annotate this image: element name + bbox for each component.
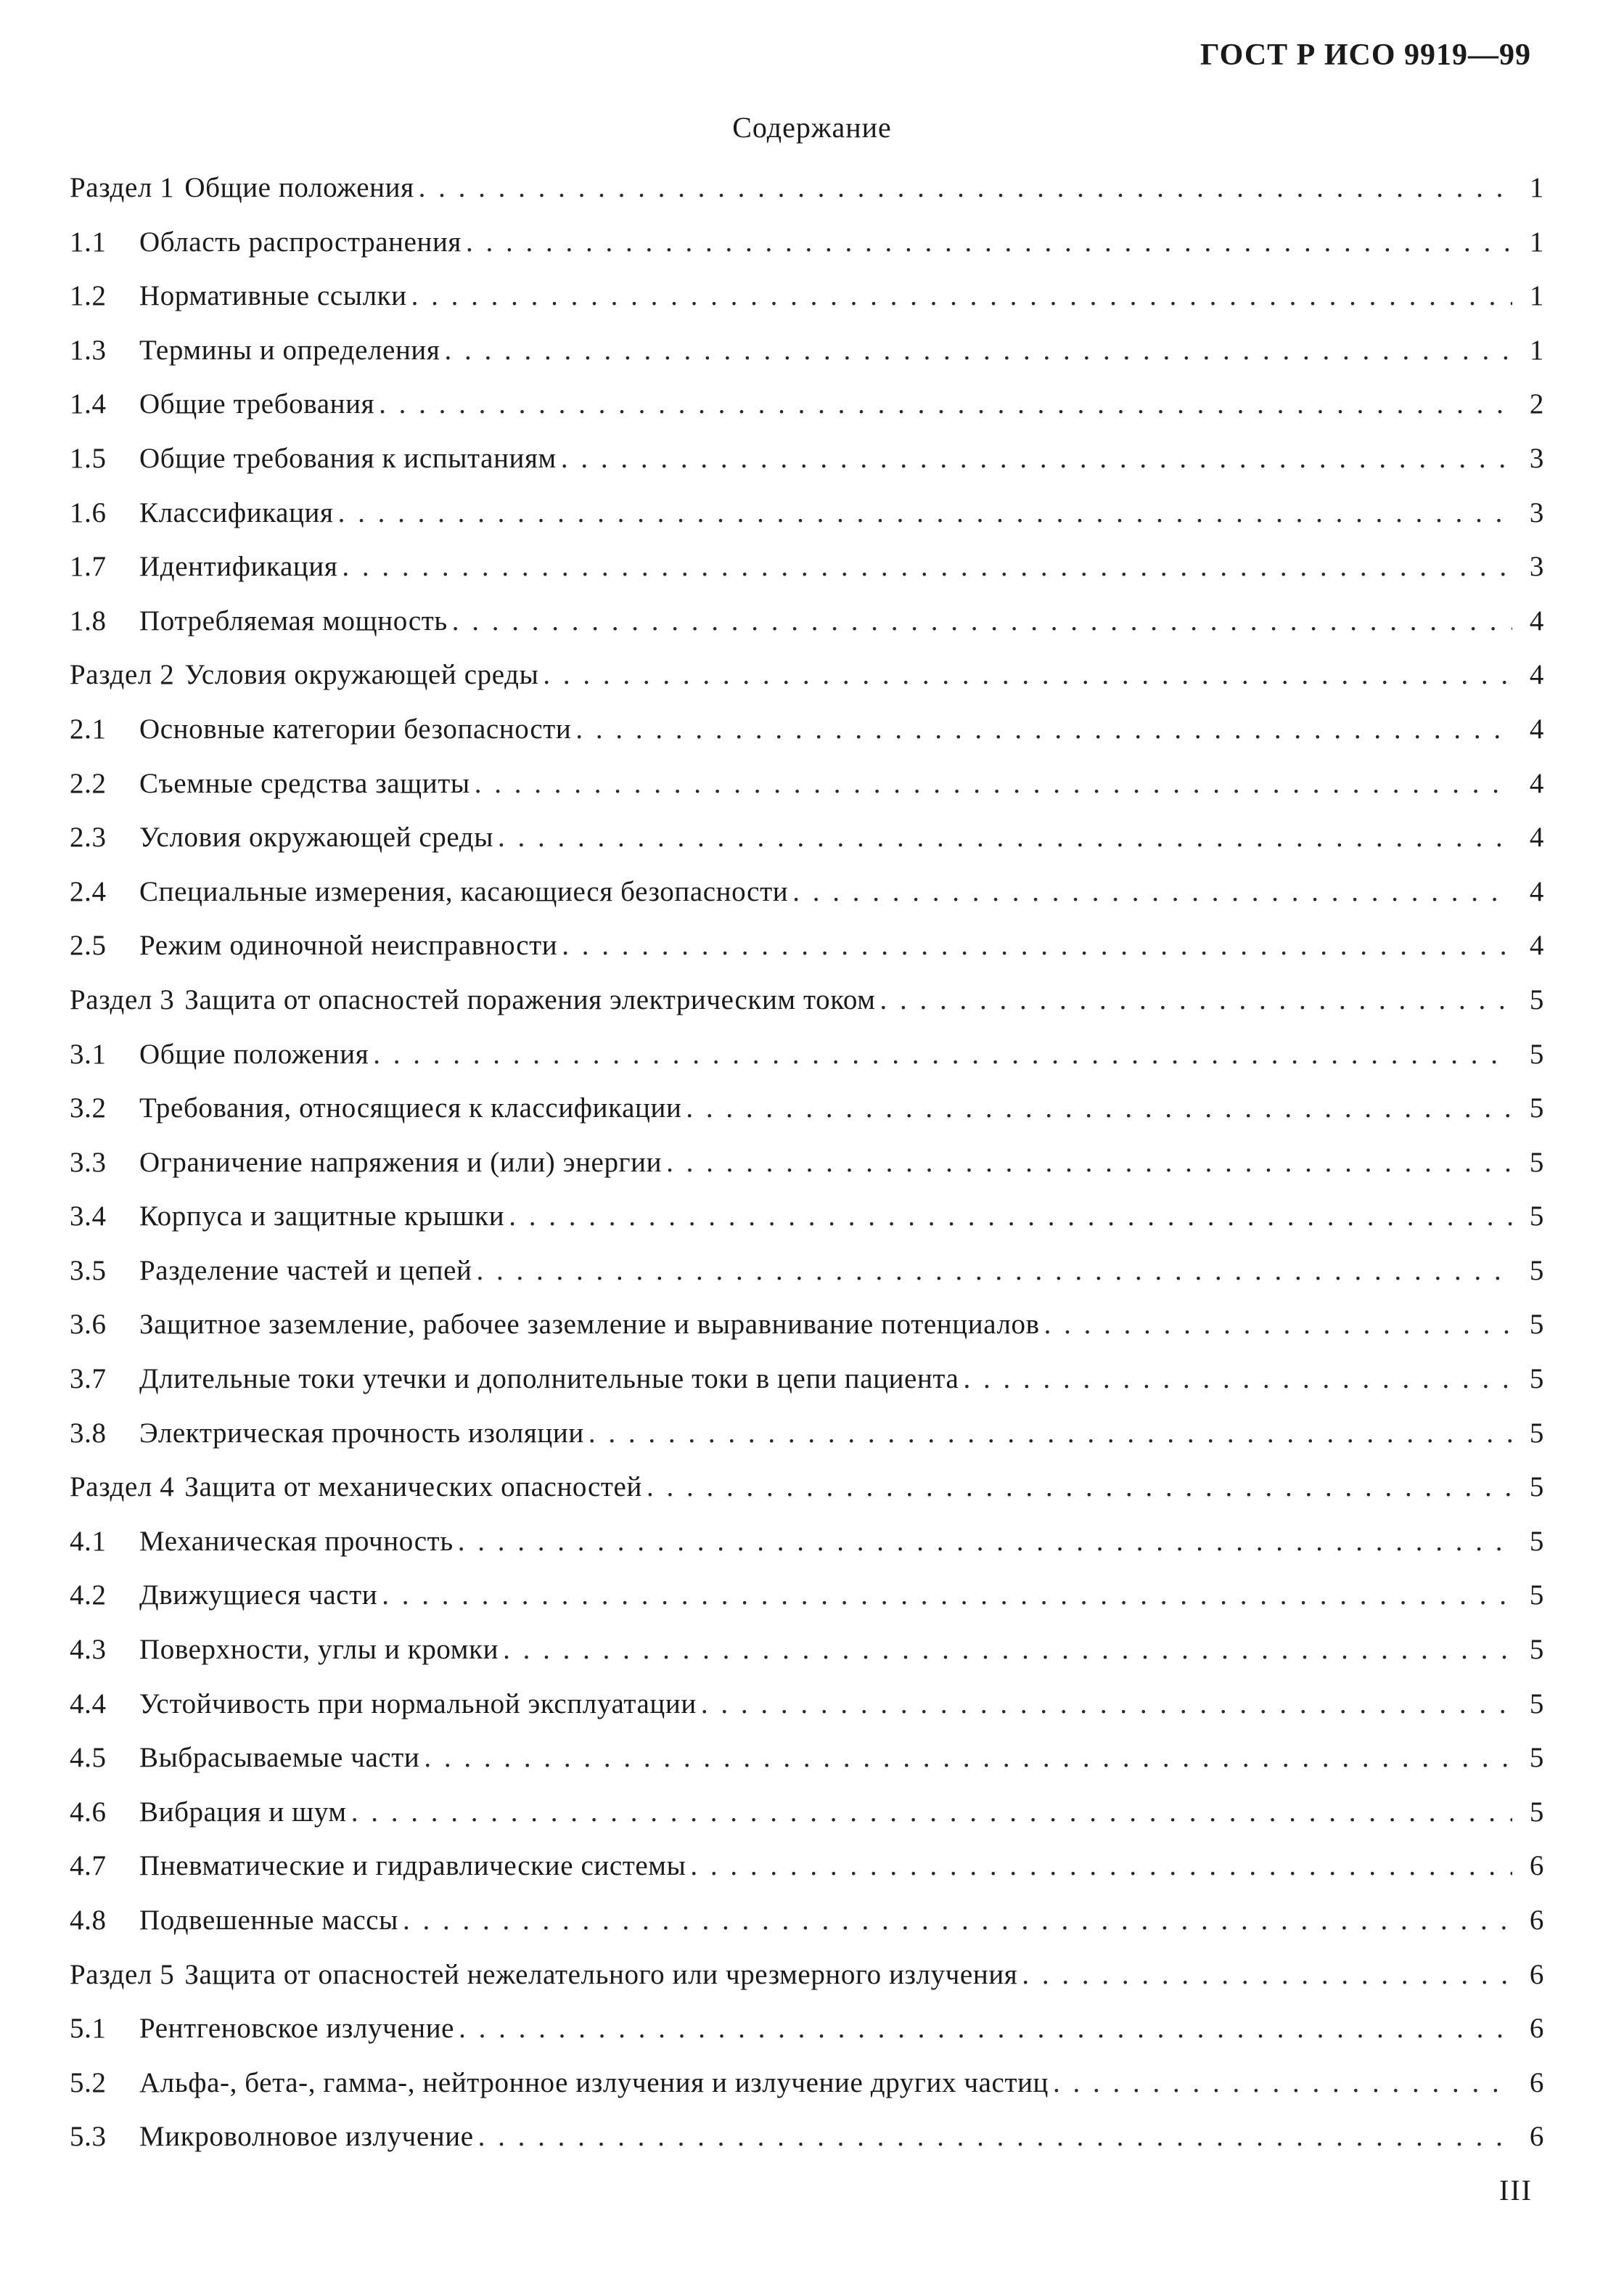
dot-leader	[424, 1741, 1512, 1774]
toc-entry	[70, 1092, 1544, 1146]
entry-page-number: 1	[1529, 172, 1544, 203]
toc-entry	[70, 226, 1544, 280]
toc-section-entry	[70, 983, 1544, 1038]
entry-page-number: 5	[1529, 1742, 1544, 1774]
entry-title: Корпуса и защитные крышки	[139, 1201, 505, 1232]
dot-leader	[452, 605, 1512, 637]
toc-entry	[70, 388, 1544, 442]
entry-page-number: 5	[1529, 1201, 1544, 1232]
entry-number: 5.1	[70, 2013, 107, 2045]
entry-number: 1.4	[70, 388, 107, 420]
entry-title: Вибрация и шум	[139, 1796, 347, 1828]
toc-entry	[70, 1688, 1544, 1742]
dot-leader	[509, 1200, 1512, 1232]
entry-title: Защита от механических опасностей	[184, 1471, 642, 1503]
entry-page-number: 5	[1529, 1309, 1544, 1341]
entry-page-number: 6	[1529, 2066, 1544, 2098]
entry-number: 4.7	[70, 1850, 107, 1882]
toc-entry	[70, 1308, 1544, 1362]
entry-page-number: 6	[1529, 2121, 1544, 2153]
toc-section-entry	[70, 658, 1544, 713]
entry-page-number: 5	[1529, 1471, 1544, 1503]
dot-leader	[478, 2120, 1512, 2153]
entry-title: Область распространения	[139, 226, 462, 258]
toc-entry	[70, 605, 1544, 659]
dot-leader	[1044, 1308, 1512, 1341]
entry-page-number: 5	[1529, 1092, 1544, 1124]
entry-title: Защита от опасностей нежелательного или чрезмерного излучения	[184, 1958, 1018, 1990]
dot-leader	[477, 1254, 1513, 1287]
entry-number: 2.1	[70, 713, 107, 745]
toc-section-entry	[70, 1958, 1544, 2013]
entry-number: Раздел 5	[70, 1958, 175, 1990]
entry-number: 1.3	[70, 334, 107, 366]
dot-leader	[411, 279, 1512, 312]
entry-number: 4.8	[70, 1905, 107, 1936]
dot-leader	[561, 442, 1512, 475]
toc-entry	[70, 713, 1544, 767]
toc-entry	[70, 1200, 1544, 1254]
dot-leader	[403, 1904, 1512, 1936]
entry-title: Общие положения	[184, 172, 414, 203]
entry-title: Защита от опасностей поражения электрическим током	[184, 983, 876, 1015]
entry-page-number: 5	[1529, 1634, 1544, 1666]
toc-entry	[70, 875, 1544, 930]
entry-number: 1.2	[70, 280, 107, 312]
entry-page-number: 5	[1529, 983, 1544, 1015]
entry-page-number: 4	[1529, 767, 1544, 799]
entry-title: Микроволновое излучение	[139, 2121, 474, 2153]
dot-leader	[498, 821, 1512, 854]
entry-title: Нормативные ссылки	[139, 280, 407, 312]
entry-number: 2.5	[70, 930, 107, 962]
dot-leader	[466, 226, 1512, 258]
toc-entry	[70, 1633, 1544, 1688]
toc-entry	[70, 1904, 1544, 1958]
dot-leader	[589, 1417, 1512, 1449]
entry-number: 4.2	[70, 1579, 107, 1611]
toc-section-entry	[70, 171, 1544, 226]
dot-leader	[686, 1092, 1512, 1124]
dot-leader	[379, 388, 1512, 420]
entry-title: Специальные измерения, касающиеся безопасности	[139, 875, 789, 907]
dot-leader	[543, 658, 1512, 691]
dot-leader	[342, 550, 1512, 583]
entry-title: Условия окружающей среды	[184, 659, 539, 691]
entry-title: Выбрасываемые части	[139, 1742, 420, 1774]
dot-leader	[690, 1849, 1512, 1882]
entry-number: Раздел 3	[70, 983, 175, 1015]
dot-leader	[1022, 1958, 1512, 1991]
entry-page-number: 1	[1529, 280, 1544, 312]
dot-leader	[879, 983, 1512, 1016]
entry-page-number: 6	[1529, 1905, 1544, 1936]
entry-number: 3.4	[70, 1201, 107, 1232]
dot-leader	[444, 334, 1512, 367]
dot-leader	[1053, 2066, 1512, 2099]
dot-leader	[701, 1688, 1512, 1720]
entry-title: Общие положения	[139, 1038, 369, 1070]
entry-page-number: 6	[1529, 1958, 1544, 1990]
entry-number: 3.3	[70, 1146, 107, 1178]
entry-title: Движущиеся части	[139, 1579, 378, 1611]
toc-entry	[70, 1849, 1544, 1904]
toc-entry	[70, 1796, 1544, 1850]
entry-number: 4.6	[70, 1796, 107, 1828]
entry-page-number: 5	[1529, 1688, 1544, 1719]
entry-title: Поверхности, углы и кромки	[139, 1634, 499, 1666]
entry-number: 5.3	[70, 2121, 107, 2153]
entry-number: 3.8	[70, 1417, 107, 1449]
entry-number: 3.2	[70, 1092, 107, 1124]
entry-number: 4.3	[70, 1634, 107, 1666]
dot-leader	[459, 2012, 1512, 2045]
toc-entry	[70, 1038, 1544, 1092]
entry-title: Рентгеновское излучение	[139, 2013, 455, 2045]
toc-entry	[70, 2120, 1544, 2175]
dot-leader	[382, 1579, 1512, 1611]
toc-entry	[70, 767, 1544, 822]
entry-title: Устойчивость при нормальной эксплуатации	[139, 1688, 697, 1719]
entry-title: Альфа-, бета-, гамма-, нейтронное излучения и излучение других частиц	[139, 2066, 1049, 2098]
entry-number: Раздел 2	[70, 659, 175, 691]
entry-number: Раздел 4	[70, 1471, 175, 1503]
dot-leader	[792, 875, 1512, 908]
entry-page-number: 5	[1529, 1796, 1544, 1828]
dot-leader	[647, 1471, 1512, 1503]
dot-leader	[338, 496, 1512, 529]
dot-leader	[373, 1038, 1512, 1071]
entry-number: 4.4	[70, 1688, 107, 1719]
dot-leader	[963, 1362, 1512, 1395]
toc-entry	[70, 1362, 1544, 1417]
toc-entry	[70, 1146, 1544, 1201]
document-code: ГОСТ Р ИСО 9919—99	[1199, 38, 1531, 72]
toc-entry	[70, 334, 1544, 388]
entry-number: 4.1	[70, 1525, 107, 1557]
entry-number: 5.2	[70, 2066, 107, 2098]
entry-number: 3.5	[70, 1254, 107, 1286]
entry-number: 1.5	[70, 442, 107, 474]
entry-page-number: 1	[1529, 334, 1544, 366]
entry-number: 3.1	[70, 1038, 107, 1070]
toc-entry	[70, 1254, 1544, 1309]
dot-leader	[475, 767, 1512, 800]
entry-title: Разделение частей и цепей	[139, 1254, 472, 1286]
dot-leader	[666, 1146, 1512, 1179]
table-of-contents	[70, 171, 1544, 2175]
entry-title: Классификация	[139, 496, 334, 528]
entry-page-number: 1	[1529, 226, 1544, 258]
entry-page-number: 3	[1529, 442, 1544, 474]
entry-title: Защитное заземление, рабочее заземление и выравнивание потенциалов	[139, 1309, 1040, 1341]
entry-number: 2.3	[70, 822, 107, 854]
entry-title: Съемные средства защиты	[139, 767, 470, 799]
entry-title: Механическая прочность	[139, 1525, 454, 1557]
toc-entry	[70, 929, 1544, 983]
entry-page-number: 5	[1529, 1363, 1544, 1395]
entry-number: 3.6	[70, 1309, 107, 1341]
entry-page-number: 5	[1529, 1038, 1544, 1070]
entry-page-number: 6	[1529, 2013, 1544, 2045]
entry-title: Режим одиночной неисправности	[139, 930, 558, 962]
entry-title: Основные категории безопасности	[139, 713, 572, 745]
toc-entry	[70, 2012, 1544, 2066]
dot-leader	[458, 1525, 1512, 1558]
toc-section-entry	[70, 1471, 1544, 1525]
entry-title: Общие требования к испытаниям	[139, 442, 557, 474]
entry-title: Ограничение напряжения и (или) энергии	[139, 1146, 663, 1178]
entry-number: 2.2	[70, 767, 107, 799]
toc-entry	[70, 496, 1544, 551]
entry-title: Потребляемая мощность	[139, 605, 448, 637]
entry-number: 1.6	[70, 496, 107, 528]
entry-number: 4.5	[70, 1742, 107, 1774]
page-title: Содержание	[732, 111, 892, 144]
entry-page-number: 4	[1529, 659, 1544, 691]
toc-entry	[70, 1579, 1544, 1633]
toc-entry	[70, 1741, 1544, 1796]
entry-title: Подвешенные массы	[139, 1905, 398, 1936]
entry-number: 2.4	[70, 875, 107, 907]
entry-title: Общие требования	[139, 388, 375, 420]
entry-title: Условия окружающей среды	[139, 822, 493, 854]
toc-entry	[70, 1417, 1544, 1471]
entry-number: Раздел 1	[70, 172, 175, 203]
entry-page-number: 5	[1529, 1579, 1544, 1611]
entry-page-number: 5	[1529, 1254, 1544, 1286]
entry-number: 1.8	[70, 605, 107, 637]
entry-page-number: 5	[1529, 1417, 1544, 1449]
entry-title: Требования, относящиеся к классификации	[139, 1092, 682, 1124]
entry-page-number: 4	[1529, 930, 1544, 962]
entry-page-number: 5	[1529, 1525, 1544, 1557]
dot-leader	[351, 1796, 1512, 1828]
entry-page-number: 4	[1529, 875, 1544, 907]
toc-entry	[70, 821, 1544, 875]
entry-title: Длительные токи утечки и дополнительные токи в цепи пациента	[139, 1363, 959, 1395]
dot-leader	[575, 713, 1512, 745]
entry-title: Идентификация	[139, 551, 338, 583]
entry-number: 1.7	[70, 551, 107, 583]
dot-leader	[562, 929, 1512, 962]
entry-title: Электрическая прочность изоляции	[139, 1417, 584, 1449]
entry-page-number: 6	[1529, 1850, 1544, 1882]
entry-page-number: 4	[1529, 713, 1544, 745]
entry-page-number: 3	[1529, 496, 1544, 528]
toc-entry	[70, 2066, 1544, 2121]
entry-number: 1.1	[70, 226, 107, 258]
entry-page-number: 5	[1529, 1146, 1544, 1178]
page-number: III	[1499, 2174, 1533, 2206]
entry-title: Термины и определения	[139, 334, 440, 366]
entry-page-number: 2	[1529, 388, 1544, 420]
toc-entry	[70, 550, 1544, 605]
entry-page-number: 4	[1529, 605, 1544, 637]
entry-number: 3.7	[70, 1363, 107, 1395]
entry-page-number: 4	[1529, 822, 1544, 854]
toc-entry	[70, 442, 1544, 496]
entry-page-number: 3	[1529, 551, 1544, 583]
entry-title: Пневматические и гидравлические системы	[139, 1850, 686, 1882]
dot-leader	[419, 171, 1512, 204]
toc-entry	[70, 279, 1544, 334]
dot-leader	[503, 1633, 1512, 1666]
toc-entry	[70, 1525, 1544, 1579]
